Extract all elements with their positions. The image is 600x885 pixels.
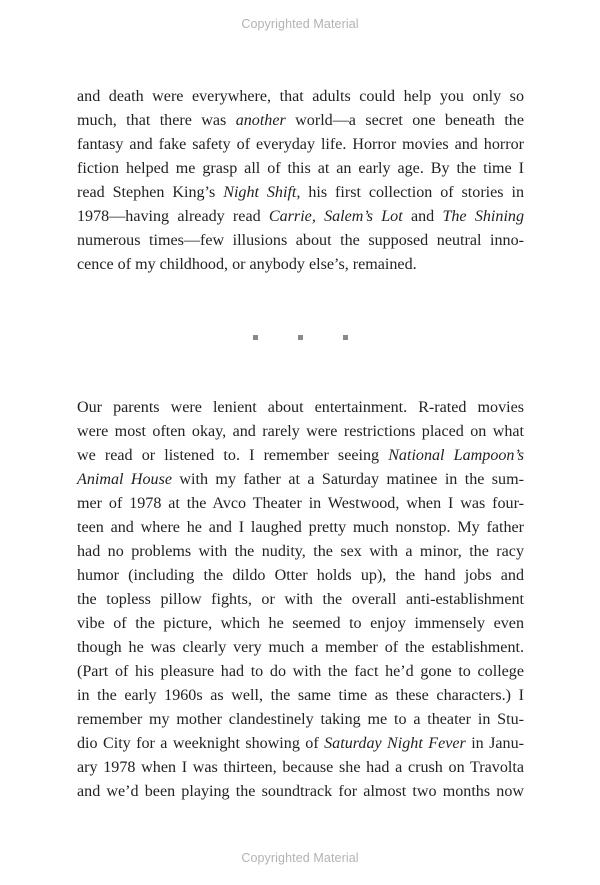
text-line: [77, 253, 524, 277]
text-line: [77, 181, 524, 205]
text-run: and we’d been playing the soundtrack for almost two months now: [77, 783, 524, 800]
text-run: and death were everywhere, that adults could help you only so: [77, 88, 524, 105]
italic-title: Night Shift,: [223, 184, 301, 201]
text-run: (Part of his pleasure had to do with the fact he’d gone to college: [77, 663, 524, 680]
text-run: 1978—having already read: [77, 208, 269, 225]
text-run: teen and where he and I laughed pretty much nonstop. My father: [77, 519, 524, 536]
text-line: [77, 780, 524, 804]
text-line: [77, 205, 524, 229]
text-line: [77, 564, 524, 588]
text-run: cence of my childhood, or anybody else’s, remained.: [77, 256, 417, 273]
text-run: remember my mother clandestinely taking me to a theater in Stu-: [77, 711, 524, 728]
text-run: had no problems with the nudity, the sex with a minor, the racy: [77, 543, 524, 560]
text-run: the topless pillow fights, or with the overall anti-establishment: [77, 591, 524, 608]
text-run: fiction helped me grasp all of this at an early age. By the time I: [77, 160, 524, 177]
section-break-dot: [253, 335, 258, 340]
text-run: dio City for a weeknight showing of: [77, 735, 325, 752]
italic-title: another: [235, 112, 286, 129]
text-line: [77, 133, 524, 157]
text-line: [77, 684, 524, 708]
text-run: and: [402, 208, 443, 225]
text-run: in the early 1960s as well, the same time as these characters.) I: [77, 687, 524, 704]
text-run: world—a secret one beneath the: [285, 112, 524, 129]
text-line: [77, 756, 524, 780]
section-break-dot: [343, 335, 348, 340]
section-break: [0, 335, 600, 343]
paragraph-2: [77, 396, 524, 804]
italic-title: Animal House: [77, 471, 173, 488]
text-line: [77, 516, 524, 540]
text-line: [77, 420, 524, 444]
text-line: [77, 157, 524, 181]
text-run: with my father at a Saturday matinee in the sum-: [172, 471, 524, 488]
text-line: [77, 732, 524, 756]
text-run: ary 1978 when I was thirteen, because she had a crush on Travolta: [77, 759, 524, 776]
italic-title: The Shining: [442, 208, 525, 225]
text-run: in Janu-: [465, 735, 524, 752]
text-run: humor (including the dildo Otter holds up), the hand jobs and: [77, 567, 524, 584]
copyright-watermark-bottom: Copyrighted Material: [241, 851, 359, 865]
text-line: [77, 85, 524, 109]
paragraph-1: [77, 85, 524, 277]
text-line: [77, 588, 524, 612]
text-run: read Stephen King’s: [77, 184, 224, 201]
text-run: we read or listened to. I remember seeing: [77, 447, 389, 464]
text-line: [77, 229, 524, 253]
text-run: vibe of the picture, which he seemed to enjoy immensely even: [77, 615, 524, 632]
text-run: much, that there was: [77, 112, 236, 129]
copyright-watermark-top: Copyrighted Material: [241, 17, 359, 31]
text-run: fantasy and fake safety of everyday life. Horror movies and horror: [77, 136, 524, 153]
text-run: numerous times—few illusions about the supposed neutral inno-: [77, 232, 524, 249]
text-run: Our parents were lenient about entertainment. R-rated movies: [77, 399, 524, 416]
text-run: though he was clearly very much a member of the establishment.: [77, 639, 524, 656]
text-run: were most often okay, and rarely were restrictions placed on what: [77, 423, 524, 440]
text-run: his first collection of stories in: [300, 184, 524, 201]
text-run: mer of 1978 at the Avco Theater in Westwood, when I was four-: [77, 495, 524, 512]
italic-title: Carrie, Salem’s Lot: [268, 208, 403, 225]
text-line: [77, 636, 524, 660]
text-line: [77, 540, 524, 564]
text-line: [77, 109, 524, 133]
text-line: [77, 396, 524, 420]
section-break-dot: [298, 335, 303, 340]
text-line: [77, 444, 524, 468]
text-line: [77, 492, 524, 516]
text-line: [77, 612, 524, 636]
text-line: [77, 468, 524, 492]
text-line: [77, 708, 524, 732]
italic-title: Saturday Night Fever: [324, 735, 466, 752]
text-line: [77, 660, 524, 684]
italic-title: National Lampoon’s: [388, 447, 525, 464]
